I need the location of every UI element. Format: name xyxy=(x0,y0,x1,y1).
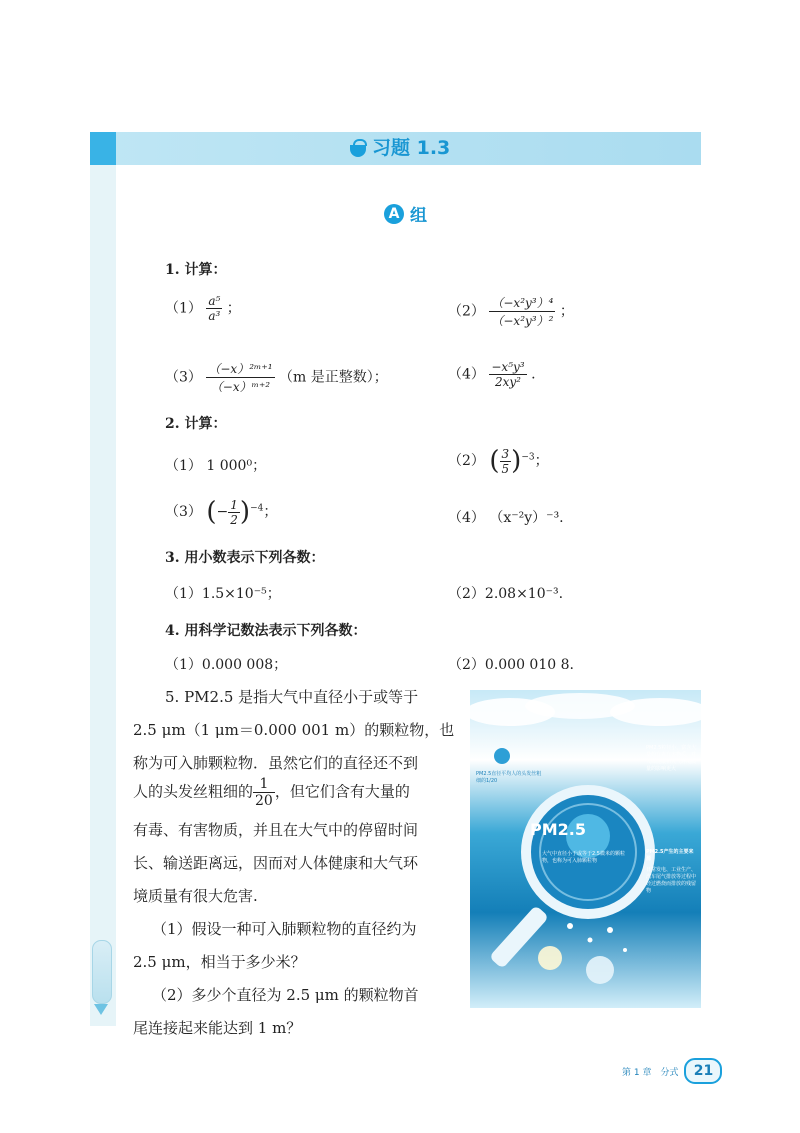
q1-i1-num: a⁵ xyxy=(208,294,221,308)
q2-i3-fraction xyxy=(228,498,240,527)
exercise-title-text: 习题 1.3 xyxy=(372,137,451,159)
q1-i3-tail: （m 是正整数）； xyxy=(278,369,388,386)
q2-i2-label: （2） xyxy=(448,453,485,469)
q2-i3-rparen: ) xyxy=(239,497,251,527)
q1-i1-tail: ； xyxy=(226,300,241,317)
q2-i4-text: （x⁻²y）⁻³. xyxy=(489,510,564,526)
q3-title: 3. 用小数表示下列各数： xyxy=(165,550,325,566)
q1-item-2 xyxy=(448,294,574,329)
exercise-title xyxy=(350,132,450,165)
q1-i4-num: −x⁵y³ xyxy=(491,360,525,374)
q1-i2-den: （−x²y³）² xyxy=(491,314,554,328)
q5-fraction xyxy=(253,776,275,809)
pm25-center-label: PM2.5 xyxy=(530,820,586,839)
pm25-note-right-bottom: 日常发电、工业生产、汽车尾气排放等过程中经过燃烧而排放的残留物 xyxy=(646,867,697,894)
group-label: 组 xyxy=(410,206,427,226)
q4-item-2: （2）0.000 010 8. xyxy=(448,657,574,673)
q4-item-1: （1）0.000 008； xyxy=(165,657,288,673)
q2-i3-tail: ； xyxy=(263,504,278,520)
q5-line-4 xyxy=(133,776,410,809)
q1-i2-num: （−x²y³）⁴ xyxy=(491,296,554,310)
q1-i2-fraction xyxy=(489,294,555,329)
q1-i2-tail: ； xyxy=(559,303,574,320)
q3-item-1: （1）1.5×10⁻⁵； xyxy=(165,586,281,602)
q1-i4-den: 2xy² xyxy=(494,375,521,389)
q5-line-7: 境质量有很大危害. xyxy=(133,887,258,905)
q2-i3-pre: − xyxy=(216,504,229,520)
pm25-note-right-top: PM2.5粒径小，富含大量的有毒有害物质，对人体健康和大气环境质量的影响更大 xyxy=(646,745,697,772)
page-footer xyxy=(622,1058,722,1084)
q5-sub-2: （2）多少个直径为 2.5 μm 的颗粒物首 xyxy=(152,986,419,1004)
q5-line-4-tail: ，但它们含有大量的 xyxy=(274,782,410,801)
q5-frac-num: 1 xyxy=(253,776,275,793)
pm25-note-center: 大气中直径小于或等于2.5微米的颗粒物，也称为可入肺颗粒物 xyxy=(542,851,625,864)
q2-i3-den: 2 xyxy=(230,512,238,527)
q5-line-3: 称为可入肺颗粒物．虽然它们的直径还不到 xyxy=(133,754,419,772)
q5-frac-prefix: 人的头发丝粗细的 xyxy=(133,782,254,801)
q1-i4-tail: . xyxy=(531,366,536,383)
q1-item-3 xyxy=(165,360,388,395)
q5-line-1: 5. PM2.5 是指大气中直径小于或等于 xyxy=(165,688,419,706)
q2-i2-exp: −3 xyxy=(521,452,535,463)
q2-i2-fraction xyxy=(500,447,512,476)
q2-i2-tail: ； xyxy=(534,453,549,469)
q2-i1-label: （1） xyxy=(165,458,202,474)
q2-title: 2. 计算： xyxy=(165,416,227,432)
q2-i3-num: 1 xyxy=(230,497,238,512)
q1-i1-label: （1） xyxy=(165,300,202,317)
group-heading xyxy=(384,201,427,226)
q1-i4-label: （4） xyxy=(448,366,485,383)
q2-i2-lparen: ( xyxy=(489,446,500,476)
q3-item-2: （2）2.08×10⁻³. xyxy=(448,586,564,602)
q2-item-4 xyxy=(448,507,564,527)
q2-i4-label: （4） xyxy=(448,510,485,526)
q1-item-1 xyxy=(165,294,241,323)
left-rail xyxy=(90,164,116,1026)
header-tab xyxy=(90,132,116,165)
q2-i3-exp: −4 xyxy=(250,503,264,514)
q1-item-4 xyxy=(448,360,536,389)
q2-i2-rparen: ) xyxy=(511,446,522,476)
q5-sub-1: （1）假设一种可入肺颗粒物的直径约为 xyxy=(152,920,417,938)
scroll-down-arrow-icon[interactable] xyxy=(94,1004,108,1015)
page-number: 21 xyxy=(684,1058,722,1084)
chapter-label: 第 1 章 分式 xyxy=(622,1067,679,1078)
pm25-illustration xyxy=(470,690,701,1008)
q1-i1-fraction xyxy=(206,294,222,323)
group-badge: A xyxy=(384,204,404,224)
q2-i3-label: （3） xyxy=(165,504,202,520)
q1-i3-label: （3） xyxy=(165,369,202,386)
cup-icon xyxy=(350,145,366,157)
q5-frac-den: 20 xyxy=(255,793,273,809)
q1-i1-den: a³ xyxy=(208,309,221,323)
q1-i4-fraction xyxy=(489,360,526,389)
q2-i2-num: 3 xyxy=(501,446,510,461)
q5-sub-2-cont: 尾连接起来能达到 1 m？ xyxy=(133,1019,302,1037)
q2-i2-den: 5 xyxy=(501,461,510,476)
q5-line-2: 2.5 μm（1 μm＝0.000 001 m）的颗粒物，也 xyxy=(133,721,455,739)
q2-i3-lparen: ( xyxy=(206,497,217,527)
q1-title: 1. 计算： xyxy=(165,262,227,278)
q2-item-1 xyxy=(165,455,266,475)
q1-i3-fraction xyxy=(206,360,274,395)
q5-sub-1-cont: 2.5 μm，相当于多少米？ xyxy=(133,953,306,971)
q2-item-2 xyxy=(448,446,549,476)
q4-title: 4. 用科学记数法表示下列各数： xyxy=(165,623,367,639)
q1-i3-num: （−x）²ᵐ⁺¹ xyxy=(208,362,273,376)
pm25-note-left: PM2.5直径平均人的头发丝粗细的1/20 xyxy=(476,771,542,784)
q5-line-6: 长、输送距离远，因而对人体健康和大气环 xyxy=(133,854,419,872)
pm25-note-right-bottom-title: PM2.5产生的主要来源 xyxy=(646,849,694,862)
q5-line-5: 有毒、有害物质，并且在大气中的停留时间 xyxy=(133,821,419,839)
q2-item-3 xyxy=(165,497,277,527)
q1-i2-label: （2） xyxy=(448,303,485,320)
q1-i3-den: （−x）ᵐ⁺² xyxy=(210,380,271,394)
scroll-thumb[interactable] xyxy=(92,940,112,1004)
q2-i1-text: 1 000⁰； xyxy=(206,458,267,474)
